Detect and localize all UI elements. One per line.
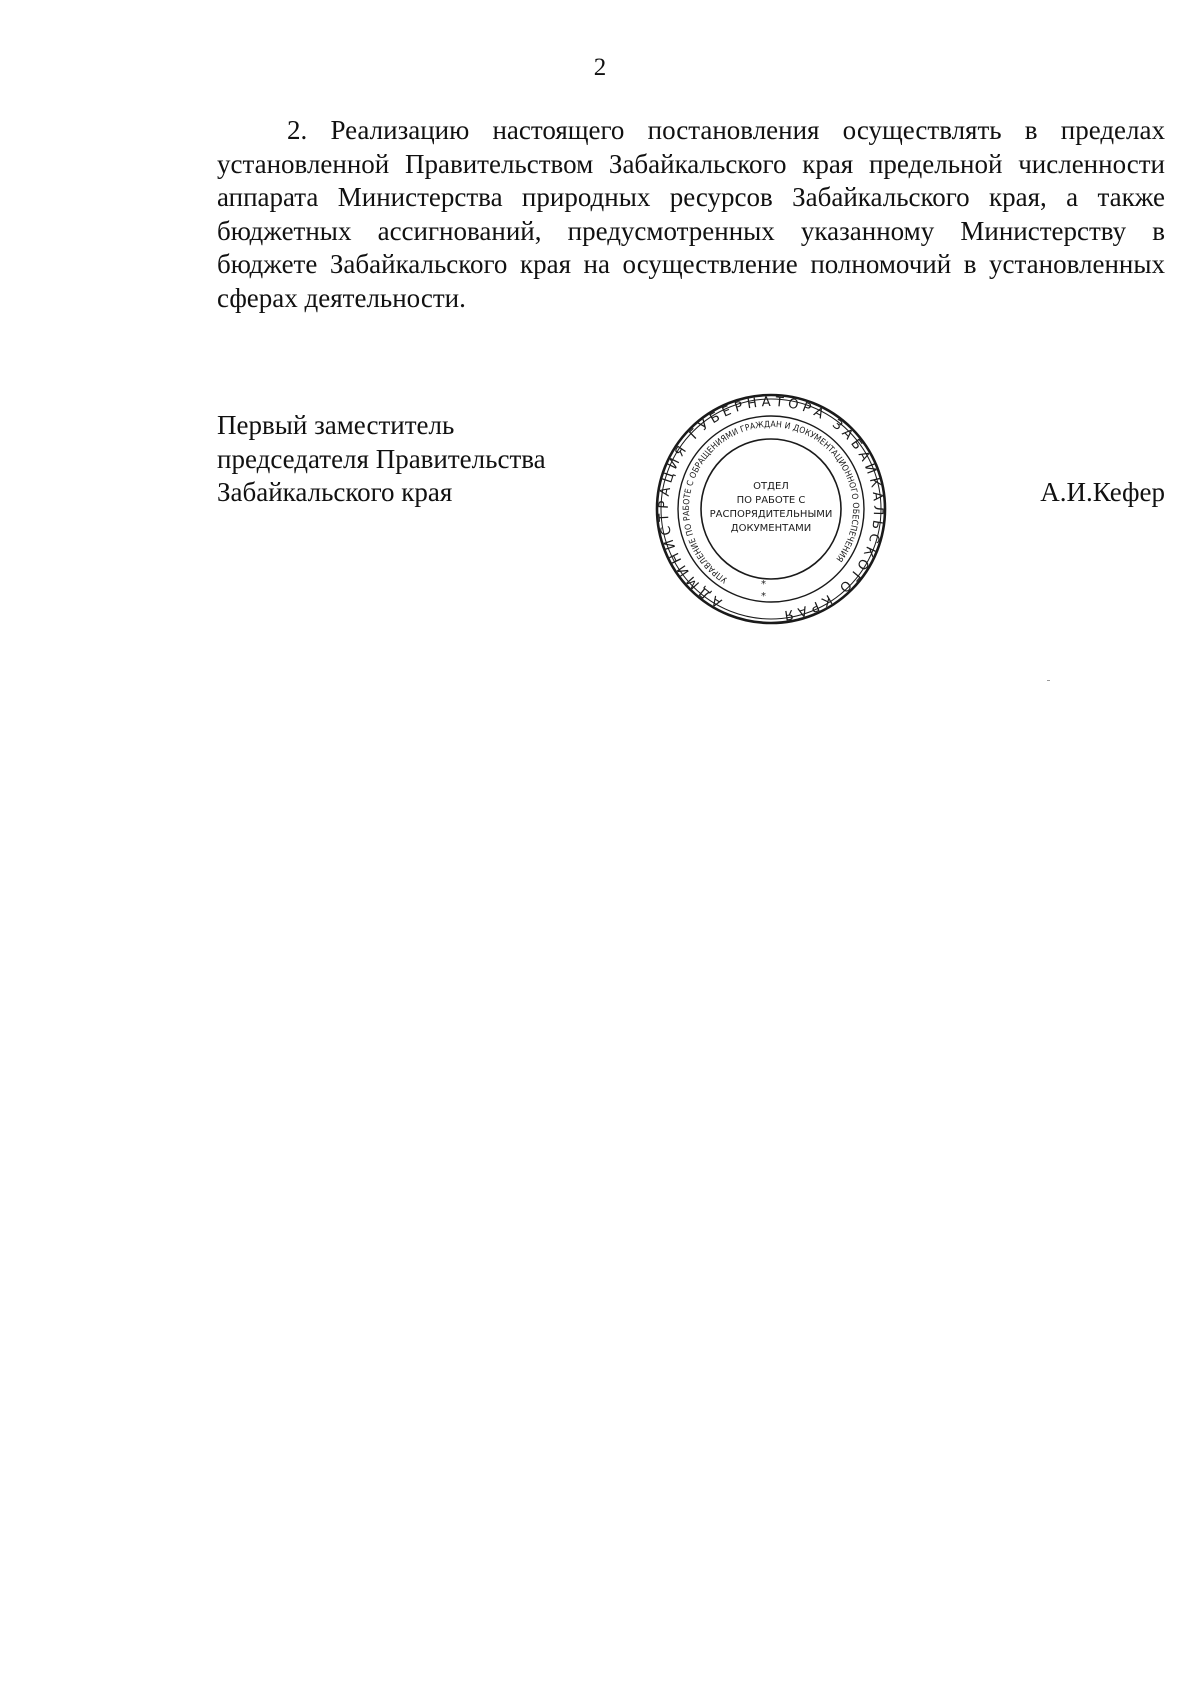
seal-inner-ring-text: УПРАВЛЕНИЕ ПО РАБОТЕ С ОБРАЩЕНИЯМИ ГРАЖДАН И ДОКУМЕНТАЦИОННОГО ОБЕСПЕЧЕНИЯ: [681, 419, 861, 585]
seal-center-text: [710, 481, 833, 534]
scan-speck: [1047, 680, 1050, 681]
page-number: 2: [593, 54, 607, 81]
seal-graphic: [653, 391, 889, 627]
signature-block: [217, 394, 1165, 649]
signatory-name: А.И.Кефер: [1040, 477, 1165, 507]
seal-star-icon: *: [761, 591, 766, 602]
seal-star-icon: *: [761, 579, 766, 590]
seal-center-line: ПО РАБОТЕ С: [736, 495, 806, 506]
seal-center-line: ОТДЕЛ: [753, 481, 789, 492]
official-seal-stamp: [653, 391, 889, 627]
signatory-title-line: Первый заместитель: [217, 410, 455, 440]
seal-center-line: ДОКУМЕНТАМИ: [730, 523, 812, 534]
signatory-title-line: председателя Правительства: [217, 443, 546, 474]
signatory-title: [217, 409, 546, 510]
signatory-title-line: Забайкальского края: [217, 477, 453, 507]
paragraph-2: 2. Реализацию настоящего постановления осуществлять в пределах установленной Правительством Забайкальского края предельной численности аппарата Министерства природных ресурсов Забайкальского края, а также бюджетных ассигнований, предусмотренных указанному Министерству в бюджете Забайкальского края на осуществление полномочий в установленных сферах деятельности.: [217, 115, 1165, 313]
seal-center-line: РАСПОРЯДИТЕЛЬНЫМИ: [709, 509, 833, 520]
body-text: [217, 114, 1165, 315]
seal-outer-ring-text: АДМИНИСТРАЦИЯ ГУБЕРНАТОРА ЗАБАЙКАЛЬСКОГО КРАЯ: [656, 394, 886, 623]
